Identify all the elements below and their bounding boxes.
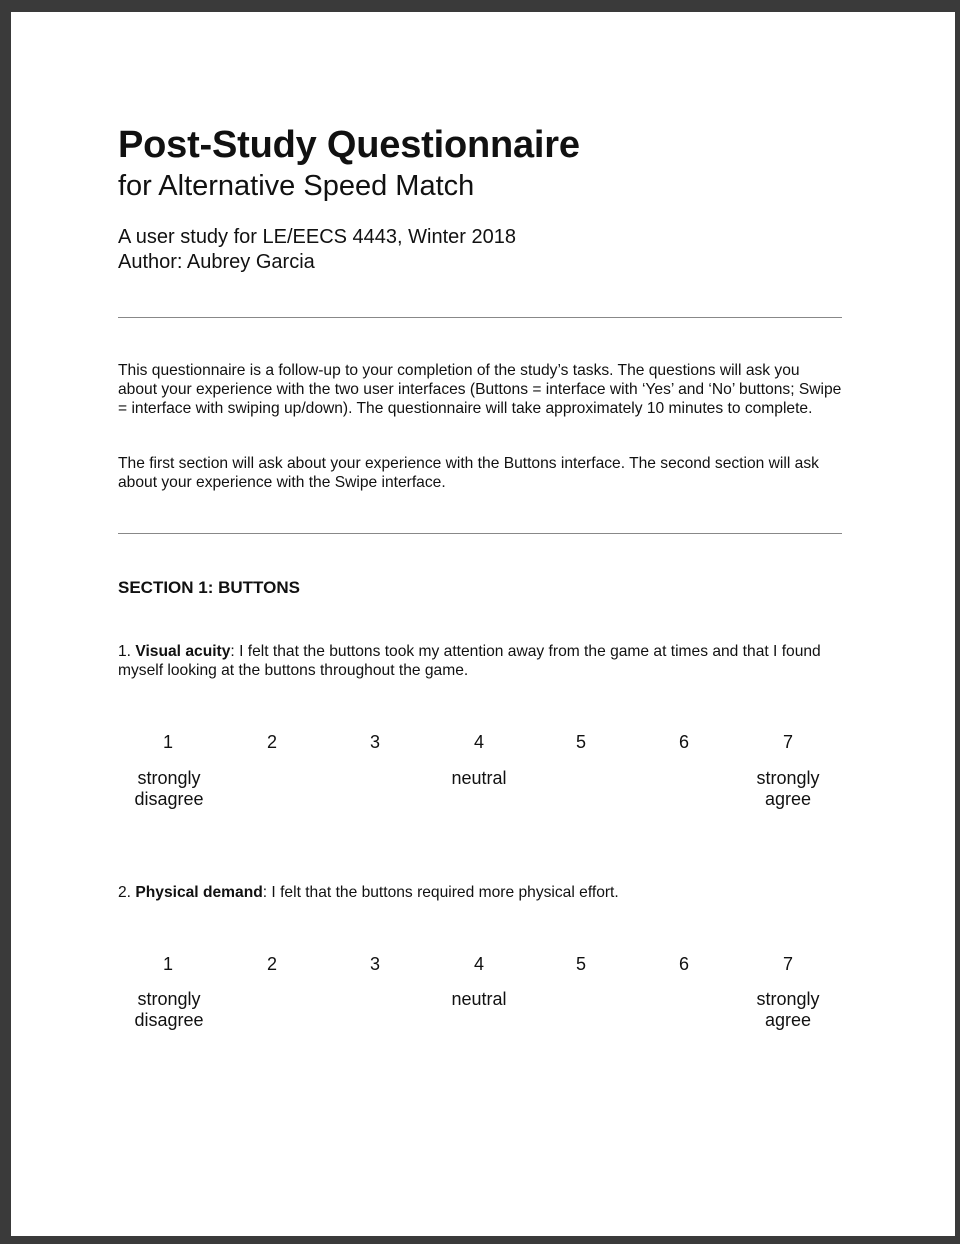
question-2	[118, 883, 842, 902]
scale-point-2[interactable]: 2	[266, 954, 277, 974]
scale-anchor-high-line-1: strongly	[756, 989, 820, 1009]
scale-point-3[interactable]: 3	[369, 954, 380, 974]
question-1-text: : I felt that the buttons took my attention away from the game at times and that I found myself looking at the buttons throughout the game.	[118, 643, 821, 679]
scale-anchor-low	[109, 989, 229, 1031]
question-2-number: 2.	[118, 884, 132, 901]
scale-anchor-high-line-2: agree	[764, 1010, 812, 1030]
scale-point-6[interactable]: 6	[678, 954, 689, 974]
page-subtitle: for Alternative Speed Match	[118, 170, 475, 202]
scale-anchor-mid-text: neutral	[451, 768, 507, 788]
author-line: Author: Aubrey Garcia	[118, 251, 315, 273]
scale-anchor-mid	[419, 989, 539, 1010]
scale-point-6[interactable]: 6	[678, 732, 689, 752]
scale-anchor-mid	[419, 768, 539, 789]
scale-point-2[interactable]: 2	[266, 732, 277, 752]
page-title: Post-Study Questionnaire	[118, 124, 580, 166]
divider-top	[118, 317, 842, 318]
scale-anchor-mid-text: neutral	[451, 989, 507, 1009]
scale-anchor-low-line-1: strongly	[137, 989, 201, 1009]
scale-point-7[interactable]: 7	[782, 954, 793, 974]
question-2-text: : I felt that the buttons required more physical effort.	[262, 884, 619, 901]
question-1-number: 1.	[118, 643, 132, 660]
section-1-heading: SECTION 1: BUTTONS	[118, 578, 300, 597]
scale-anchor-high	[728, 989, 848, 1031]
scale-anchor-low-line-2: disagree	[134, 1010, 204, 1030]
scale-point-4[interactable]: 4	[473, 732, 484, 752]
scale-anchor-low-line-2: disagree	[134, 789, 204, 809]
document-page	[11, 12, 955, 1236]
scale-point-5[interactable]: 5	[575, 732, 586, 752]
scale-anchor-low-line-1: strongly	[137, 768, 201, 788]
divider-bottom	[118, 533, 842, 534]
scale-anchor-high	[728, 768, 848, 810]
scale-point-1[interactable]: 1	[162, 954, 173, 974]
scale-point-5[interactable]: 5	[575, 954, 586, 974]
intro-paragraph-1: This questionnaire is a follow-up to your completion of the study’s tasks. The questions will ask you about your experience with the two user interfaces (Buttons = interface with ‘Yes’ and ‘No’ buttons; Swipe = interface with swiping up/down). The questionnaire will take approximately 10 minutes to complete.	[118, 362, 842, 417]
question-1-label: Visual acuity	[135, 643, 231, 660]
scale-point-4[interactable]: 4	[473, 954, 484, 974]
scale-point-7[interactable]: 7	[782, 732, 793, 752]
scale-anchor-high-line-1: strongly	[756, 768, 820, 788]
intro-paragraph-2: The first section will ask about your experience with the Buttons interface. The second section will ask about your experience with the Swipe interface.	[118, 455, 819, 491]
scale-anchor-high-line-2: agree	[764, 789, 812, 809]
study-course-line: A user study for LE/EECS 4443, Winter 2018	[118, 226, 516, 248]
scale-point-3[interactable]: 3	[369, 732, 380, 752]
question-1	[118, 642, 842, 680]
question-2-label: Physical demand	[135, 884, 263, 901]
scale-point-1[interactable]: 1	[162, 732, 173, 752]
scale-anchor-low	[109, 768, 229, 810]
